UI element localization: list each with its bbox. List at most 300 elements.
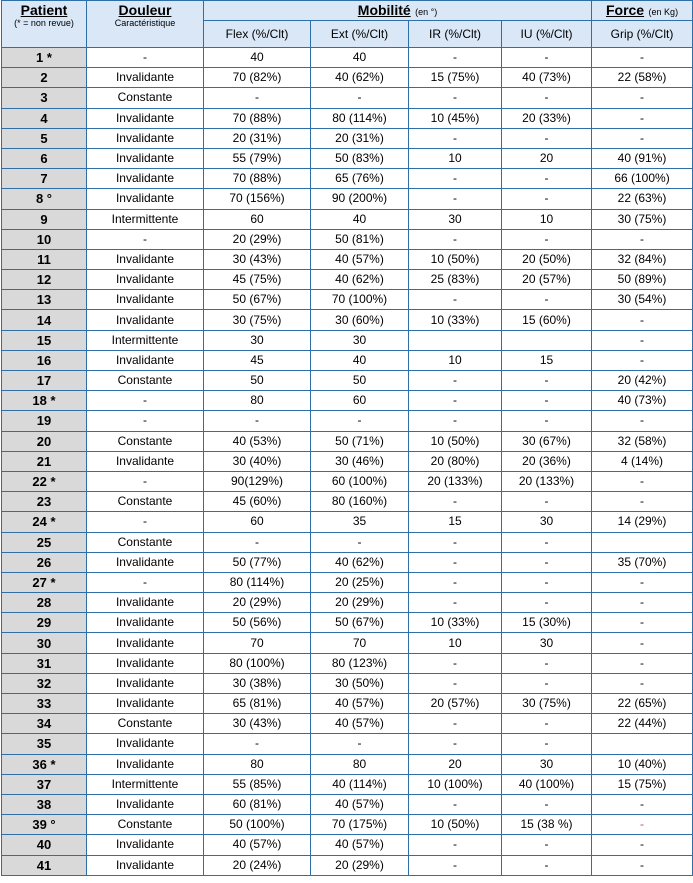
cell-ir: 20 (133%) (409, 471, 502, 491)
cell-douleur: Invalidante (87, 633, 204, 653)
cell-patient: 33 (2, 694, 87, 714)
header-douleur-subtitle: Caractéristique (114, 18, 176, 28)
table-row (2, 694, 693, 714)
cell-flex: - (204, 411, 311, 431)
cell-ir: - (409, 48, 502, 68)
cell-flex: 50 (67%) (204, 290, 311, 310)
cell-ext: 30 (46%) (311, 451, 409, 471)
table-row (2, 411, 693, 431)
cell-flex: 50 (204, 371, 311, 391)
cell-douleur: Invalidante (87, 108, 204, 128)
cell-iu: 30 (502, 633, 592, 653)
cell-ir: - (409, 714, 502, 734)
cell-ext: 50 (83%) (311, 148, 409, 168)
cell-patient: 41 (2, 855, 87, 875)
cell-douleur: - (87, 572, 204, 592)
cell-grip: - (592, 794, 693, 814)
cell-ext: 30 (311, 330, 409, 350)
header-patient (2, 1, 87, 48)
cell-grip: - (592, 855, 693, 875)
cell-flex: - (204, 734, 311, 754)
cell-douleur: - (87, 471, 204, 491)
col-ext: Ext (%/Clt) (311, 21, 409, 48)
cell-ext: 30 (50%) (311, 673, 409, 693)
cell-grip: - (592, 88, 693, 108)
cell-douleur: Constante (87, 431, 204, 451)
cell-patient: 40 (2, 835, 87, 855)
cell-ext: 80 (311, 754, 409, 774)
cell-patient: 16 (2, 350, 87, 370)
cell-douleur: Constante (87, 371, 204, 391)
cell-douleur: Invalidante (87, 249, 204, 269)
cell-patient: 27 * (2, 572, 87, 592)
cell-iu: - (502, 189, 592, 209)
header-mobilite-unit: (en °) (415, 6, 438, 17)
cell-ext: 40 (62%) (311, 270, 409, 290)
cell-ir: - (409, 492, 502, 512)
table-row (2, 169, 693, 189)
cell-grip: - (592, 572, 693, 592)
cell-ext: 40 (311, 48, 409, 68)
cell-ir: - (409, 88, 502, 108)
cell-ext: 40 (62%) (311, 552, 409, 572)
cell-iu: - (502, 714, 592, 734)
cell-ir: - (409, 653, 502, 673)
cell-iu: - (502, 593, 592, 613)
col-grip: Grip (%/Clt) (592, 21, 693, 48)
cell-ir: - (409, 552, 502, 572)
cell-douleur: Invalidante (87, 350, 204, 370)
cell-iu: - (502, 128, 592, 148)
cell-patient: 2 (2, 68, 87, 88)
cell-ext: 80 (114%) (311, 108, 409, 128)
cell-flex: 70 (88%) (204, 108, 311, 128)
cell-douleur: - (87, 411, 204, 431)
cell-ir: 10 (33%) (409, 310, 502, 330)
cell-patient: 20 (2, 431, 87, 451)
cell-douleur: Constante (87, 88, 204, 108)
cell-iu: 15 (60%) (502, 310, 592, 330)
cell-iu: 15 (38 %) (502, 815, 592, 835)
cell-douleur: Invalidante (87, 310, 204, 330)
cell-flex: 60 (204, 209, 311, 229)
table-body (2, 48, 693, 876)
cell-douleur: Intermittente (87, 209, 204, 229)
cell-ext: 20 (25%) (311, 572, 409, 592)
cell-iu: - (502, 653, 592, 673)
cell-iu: 20 (33%) (502, 108, 592, 128)
cell-ir: 20 (409, 754, 502, 774)
cell-ext: 40 (57%) (311, 794, 409, 814)
cell-patient: 11 (2, 249, 87, 269)
cell-flex: 30 (75%) (204, 310, 311, 330)
cell-flex: 55 (85%) (204, 774, 311, 794)
cell-patient: 18 * (2, 391, 87, 411)
cell-ir: - (409, 734, 502, 754)
cell-flex: 20 (24%) (204, 855, 311, 875)
cell-ext: 40 (62%) (311, 68, 409, 88)
cell-douleur: Constante (87, 532, 204, 552)
header-douleur (87, 1, 204, 48)
cell-grip: 10 (40%) (592, 754, 693, 774)
cell-grip: 50 (89%) (592, 270, 693, 290)
table-row (2, 391, 693, 411)
col-flex: Flex (%/Clt) (204, 21, 311, 48)
table-row (2, 371, 693, 391)
cell-ir: - (409, 290, 502, 310)
cell-douleur: Invalidante (87, 794, 204, 814)
cell-grip: - (592, 613, 693, 633)
cell-douleur: Invalidante (87, 169, 204, 189)
cell-ir: 10 (45%) (409, 108, 502, 128)
cell-patient: 26 (2, 552, 87, 572)
cell-patient: 7 (2, 169, 87, 189)
cell-ext: 20 (31%) (311, 128, 409, 148)
cell-ir: - (409, 794, 502, 814)
table-row (2, 532, 693, 552)
cell-ir: 10 (409, 148, 502, 168)
cell-grip: - (592, 835, 693, 855)
cell-grip: - (592, 48, 693, 68)
cell-patient: 10 (2, 229, 87, 249)
cell-douleur: Invalidante (87, 593, 204, 613)
cell-flex: 40 (53%) (204, 431, 311, 451)
cell-flex: 55 (79%) (204, 148, 311, 168)
cell-douleur: Invalidante (87, 451, 204, 471)
cell-douleur: - (87, 229, 204, 249)
cell-ir: 10 (33%) (409, 613, 502, 633)
table-row (2, 714, 693, 734)
cell-iu: 20 (50%) (502, 249, 592, 269)
cell-flex: 40 (204, 48, 311, 68)
cell-iu: - (502, 391, 592, 411)
cell-ext: 50 (81%) (311, 229, 409, 249)
table-row (2, 229, 693, 249)
cell-iu: - (502, 290, 592, 310)
cell-grip: - (592, 471, 693, 491)
cell-flex: 65 (81%) (204, 694, 311, 714)
table-row (2, 815, 693, 835)
cell-douleur: - (87, 391, 204, 411)
cell-iu: - (502, 371, 592, 391)
cell-douleur: Invalidante (87, 270, 204, 290)
table-row (2, 431, 693, 451)
cell-patient: 25 (2, 532, 87, 552)
cell-flex: 20 (29%) (204, 593, 311, 613)
cell-grip: 4 (14%) (592, 451, 693, 471)
table-row (2, 249, 693, 269)
cell-flex: 60 (204, 512, 311, 532)
table-row (2, 734, 693, 754)
cell-iu: - (502, 835, 592, 855)
cell-iu: - (502, 794, 592, 814)
cell-grip: - (592, 310, 693, 330)
cell-flex: 90(129%) (204, 471, 311, 491)
cell-ext: 20 (29%) (311, 855, 409, 875)
table-row (2, 492, 693, 512)
header-force (592, 1, 693, 21)
cell-flex: 70 (88%) (204, 169, 311, 189)
cell-ext: - (311, 411, 409, 431)
cell-flex: 80 (114%) (204, 572, 311, 592)
table-row (2, 633, 693, 653)
cell-ir: - (409, 673, 502, 693)
cell-flex: 80 (204, 391, 311, 411)
cell-flex: 60 (81%) (204, 794, 311, 814)
cell-grip: 30 (54%) (592, 290, 693, 310)
cell-grip: 22 (58%) (592, 68, 693, 88)
cell-grip: - (592, 653, 693, 673)
table-row (2, 189, 693, 209)
table-row (2, 290, 693, 310)
table-row (2, 835, 693, 855)
table-row (2, 794, 693, 814)
cell-douleur: Invalidante (87, 855, 204, 875)
cell-iu: - (502, 411, 592, 431)
table-row (2, 512, 693, 532)
cell-flex: 80 (100%) (204, 653, 311, 673)
cell-douleur: Intermittente (87, 330, 204, 350)
cell-flex: 30 (40%) (204, 451, 311, 471)
cell-ir: - (409, 593, 502, 613)
table-row (2, 310, 693, 330)
cell-ir: 10 (409, 350, 502, 370)
patient-data-table (1, 0, 693, 876)
cell-grip (592, 734, 693, 754)
cell-iu: 30 (502, 754, 592, 774)
cell-ir: 10 (50%) (409, 249, 502, 269)
cell-patient: 1 * (2, 48, 87, 68)
cell-grip: - (592, 128, 693, 148)
cell-ext: 70 (100%) (311, 290, 409, 310)
cell-patient: 36 * (2, 754, 87, 774)
cell-ir: 20 (80%) (409, 451, 502, 471)
table-row (2, 552, 693, 572)
cell-patient: 6 (2, 148, 87, 168)
cell-iu: - (502, 552, 592, 572)
cell-ir: - (409, 532, 502, 552)
cell-douleur: - (87, 48, 204, 68)
cell-iu: - (502, 492, 592, 512)
cell-ext: 40 (57%) (311, 249, 409, 269)
cell-flex: 40 (57%) (204, 835, 311, 855)
header-patient-title: Patient (20, 2, 68, 18)
cell-patient: 28 (2, 593, 87, 613)
col-iu: IU (%/Clt) (502, 21, 592, 48)
cell-douleur: Constante (87, 714, 204, 734)
cell-grip: 22 (44%) (592, 714, 693, 734)
cell-douleur: Invalidante (87, 148, 204, 168)
cell-patient: 29 (2, 613, 87, 633)
table-row (2, 593, 693, 613)
header-force-unit: (en Kg) (648, 6, 679, 17)
table-row (2, 855, 693, 875)
cell-douleur: Invalidante (87, 68, 204, 88)
cell-iu: - (502, 734, 592, 754)
cell-flex: - (204, 88, 311, 108)
cell-flex: 30 (204, 330, 311, 350)
cell-ext: 40 (114%) (311, 774, 409, 794)
table-row (2, 451, 693, 471)
cell-patient: 35 (2, 734, 87, 754)
cell-ext: 90 (200%) (311, 189, 409, 209)
header-mobilite (204, 1, 592, 21)
cell-patient: 12 (2, 270, 87, 290)
cell-douleur: Invalidante (87, 835, 204, 855)
cell-douleur: Invalidante (87, 189, 204, 209)
cell-patient: 17 (2, 371, 87, 391)
cell-iu: - (502, 855, 592, 875)
cell-flex: 45 (204, 350, 311, 370)
cell-iu: 20 (36%) (502, 451, 592, 471)
col-ir: IR (%/Clt) (409, 21, 502, 48)
cell-douleur: Invalidante (87, 128, 204, 148)
cell-ir (409, 330, 502, 350)
cell-grip: - (592, 108, 693, 128)
cell-ext: 50 (71%) (311, 431, 409, 451)
cell-patient: 21 (2, 451, 87, 471)
cell-flex: 30 (43%) (204, 249, 311, 269)
cell-ir: 20 (57%) (409, 694, 502, 714)
cell-grip: - (592, 350, 693, 370)
cell-ext: 40 (57%) (311, 714, 409, 734)
cell-grip: 14 (29%) (592, 512, 693, 532)
table-row (2, 653, 693, 673)
cell-flex: 70 (156%) (204, 189, 311, 209)
cell-ext: 70 (175%) (311, 815, 409, 835)
cell-flex: 45 (75%) (204, 270, 311, 290)
cell-flex: 50 (56%) (204, 613, 311, 633)
header-mobilite-title: Mobilité (357, 1, 411, 18)
cell-ext: 80 (160%) (311, 492, 409, 512)
cell-ir: 10 (50%) (409, 815, 502, 835)
cell-ext: 65 (76%) (311, 169, 409, 189)
header-douleur-title: Douleur (118, 2, 172, 18)
cell-patient: 38 (2, 794, 87, 814)
header-patient-subtitle: (* = non revue) (14, 18, 74, 28)
cell-grip: 32 (58%) (592, 431, 693, 451)
cell-ir: - (409, 128, 502, 148)
cell-douleur: Invalidante (87, 734, 204, 754)
cell-iu: - (502, 532, 592, 552)
cell-patient: 32 (2, 673, 87, 693)
cell-iu: - (502, 169, 592, 189)
cell-patient: 23 (2, 492, 87, 512)
cell-ext: 50 (67%) (311, 613, 409, 633)
cell-ext: - (311, 734, 409, 754)
table-row (2, 270, 693, 290)
cell-grip: 22 (65%) (592, 694, 693, 714)
cell-iu: 20 (57%) (502, 270, 592, 290)
cell-iu: - (502, 673, 592, 693)
cell-grip: 66 (100%) (592, 169, 693, 189)
cell-patient: 3 (2, 88, 87, 108)
cell-iu: - (502, 572, 592, 592)
cell-patient: 19 (2, 411, 87, 431)
cell-ir: 30 (409, 209, 502, 229)
cell-ext: 60 (311, 391, 409, 411)
cell-flex: - (204, 532, 311, 552)
cell-ext: 70 (311, 633, 409, 653)
cell-iu: - (502, 88, 592, 108)
cell-douleur: Invalidante (87, 653, 204, 673)
cell-grip: - (592, 411, 693, 431)
cell-ir: - (409, 855, 502, 875)
cell-iu: 40 (100%) (502, 774, 592, 794)
cell-douleur: Invalidante (87, 290, 204, 310)
cell-patient: 39 ° (2, 815, 87, 835)
cell-ir: - (409, 169, 502, 189)
cell-patient: 13 (2, 290, 87, 310)
cell-douleur: Invalidante (87, 613, 204, 633)
cell-iu: 30 (75%) (502, 694, 592, 714)
cell-grip (592, 532, 693, 552)
cell-douleur: - (87, 512, 204, 532)
cell-patient: 34 (2, 714, 87, 734)
cell-grip: - (592, 229, 693, 249)
cell-ir: - (409, 371, 502, 391)
cell-ext: 80 (123%) (311, 653, 409, 673)
cell-ext: - (311, 532, 409, 552)
cell-flex: 80 (204, 754, 311, 774)
table-row (2, 48, 693, 68)
cell-iu: 20 (133%) (502, 471, 592, 491)
cell-ir: 10 (100%) (409, 774, 502, 794)
cell-iu: 40 (73%) (502, 68, 592, 88)
cell-grip: - (592, 673, 693, 693)
cell-ir: 10 (50%) (409, 431, 502, 451)
cell-grip: - (592, 492, 693, 512)
cell-flex: 30 (38%) (204, 673, 311, 693)
cell-grip: 35 (70%) (592, 552, 693, 572)
table-row (2, 88, 693, 108)
table-row (2, 754, 693, 774)
cell-grip: - (592, 330, 693, 350)
cell-ir: - (409, 229, 502, 249)
cell-grip: 15 (75%) (592, 774, 693, 794)
cell-patient: 14 (2, 310, 87, 330)
cell-flex: 70 (204, 633, 311, 653)
cell-flex: 20 (29%) (204, 229, 311, 249)
cell-patient: 9 (2, 209, 87, 229)
cell-grip: 40 (73%) (592, 391, 693, 411)
table-row (2, 209, 693, 229)
cell-ext: 20 (29%) (311, 593, 409, 613)
cell-iu: - (502, 229, 592, 249)
cell-ir: 25 (83%) (409, 270, 502, 290)
cell-iu: - (502, 48, 592, 68)
table-row (2, 572, 693, 592)
cell-iu: 20 (502, 148, 592, 168)
cell-flex: 45 (60%) (204, 492, 311, 512)
header-force-title: Force (605, 1, 645, 18)
cell-ir: - (409, 189, 502, 209)
cell-ext: 40 (57%) (311, 694, 409, 714)
cell-grip: 22 (63%) (592, 189, 693, 209)
cell-iu: 30 (67%) (502, 431, 592, 451)
cell-ext: 50 (311, 371, 409, 391)
table-row (2, 330, 693, 350)
cell-ext: 30 (60%) (311, 310, 409, 330)
cell-ext: 40 (57%) (311, 835, 409, 855)
cell-flex: 50 (77%) (204, 552, 311, 572)
cell-grip: - (592, 815, 693, 835)
cell-patient: 30 (2, 633, 87, 653)
table-row (2, 148, 693, 168)
cell-douleur: Invalidante (87, 552, 204, 572)
cell-douleur: Constante (87, 815, 204, 835)
cell-ir: 10 (409, 633, 502, 653)
